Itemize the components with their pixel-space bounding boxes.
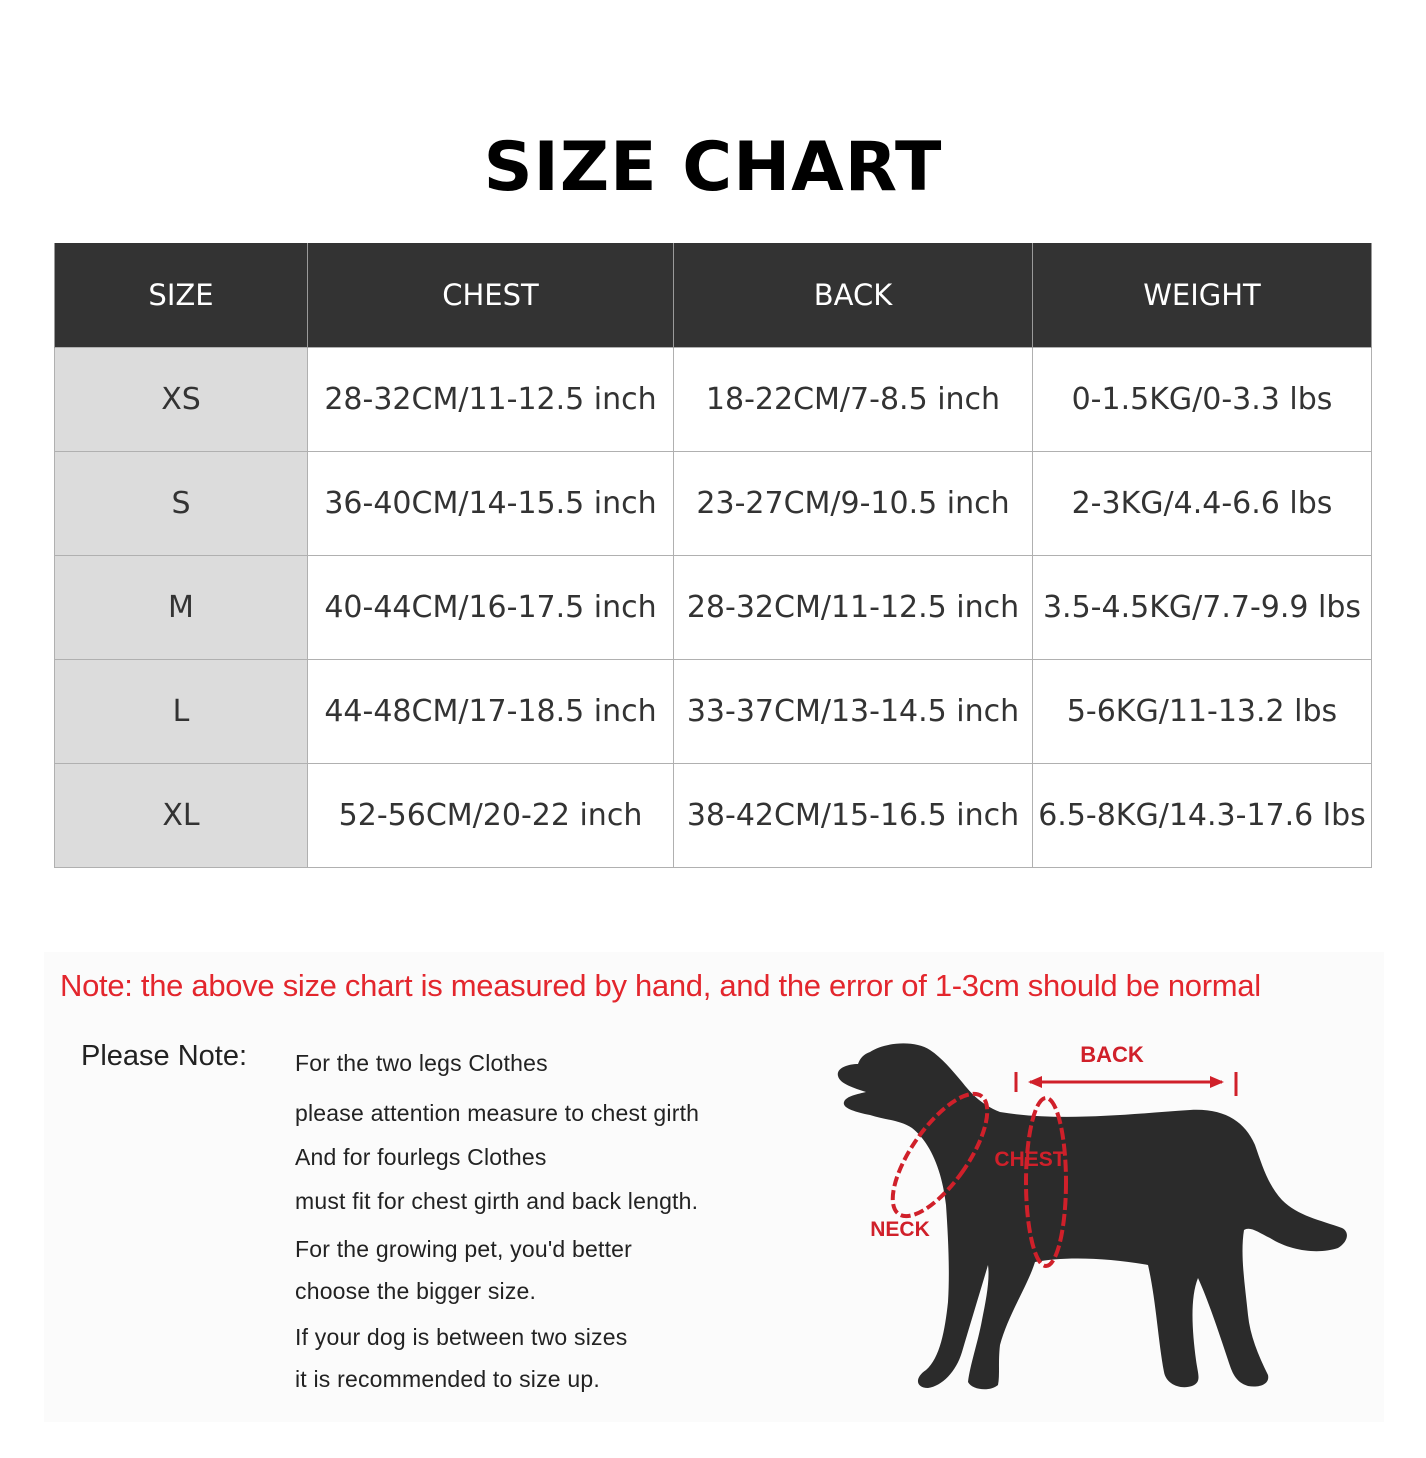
note-line: And for fourlegs Clothes: [295, 1144, 547, 1170]
weight-cell: 0-1.5KG/0-3.3 lbs: [1033, 348, 1372, 452]
size-cell: S: [55, 452, 308, 556]
weight-cell: 5-6KG/11-13.2 lbs: [1033, 660, 1372, 764]
dog-measurement-diagram: [830, 1030, 1360, 1400]
note-line: choose the bigger size.: [295, 1278, 537, 1304]
please-note-label: Please Note:: [81, 1040, 248, 1072]
table-row: [55, 452, 1372, 556]
dog-silhouette: [838, 1043, 1347, 1389]
table-row: [55, 764, 1372, 868]
header-chest: CHEST: [308, 243, 674, 348]
note-line: it is recommended to size up.: [295, 1366, 600, 1392]
size-cell: L: [55, 660, 308, 764]
table-header-row: [55, 243, 1372, 348]
back-cell: 38-42CM/15-16.5 inch: [674, 764, 1033, 868]
chest-cell: 40-44CM/16-17.5 inch: [308, 556, 674, 660]
note-line: please attention measure to chest girth: [295, 1100, 700, 1126]
size-chart-table: [54, 243, 1372, 868]
size-cell: XS: [55, 348, 308, 452]
page-title: SIZE CHART: [483, 128, 943, 207]
chest-cell: 44-48CM/17-18.5 inch: [308, 660, 674, 764]
chest-cell: 28-32CM/11-12.5 inch: [308, 348, 674, 452]
chest-label: CHEST: [994, 1148, 1066, 1171]
chest-cell: 36-40CM/14-15.5 inch: [308, 452, 674, 556]
weight-cell: 3.5-4.5KG/7.7-9.9 lbs: [1033, 556, 1372, 660]
note-line: For the two legs Clothes: [295, 1050, 548, 1076]
back-cell: 23-27CM/9-10.5 inch: [674, 452, 1033, 556]
header-back: BACK: [674, 243, 1033, 348]
table-row: [55, 556, 1372, 660]
size-cell: M: [55, 556, 308, 660]
back-cell: 28-32CM/11-12.5 inch: [674, 556, 1033, 660]
header-weight: WEIGHT: [1033, 243, 1372, 348]
chest-cell: 52-56CM/20-22 inch: [308, 764, 674, 868]
measurement-note: Note: the above size chart is measured by hand, and the error of 1-3cm should be normal: [60, 968, 1261, 1003]
weight-cell: 6.5-8KG/14.3-17.6 lbs: [1033, 764, 1372, 868]
weight-cell: 2-3KG/4.4-6.6 lbs: [1033, 452, 1372, 556]
header-size: SIZE: [55, 243, 308, 348]
size-cell: XL: [55, 764, 308, 868]
table-row: [55, 348, 1372, 452]
table-row: [55, 660, 1372, 764]
note-line: If your dog is between two sizes: [295, 1324, 628, 1350]
neck-label: NECK: [870, 1218, 930, 1241]
back-label: BACK: [1080, 1042, 1144, 1067]
back-cell: 33-37CM/13-14.5 inch: [674, 660, 1033, 764]
note-line: For the growing pet, you'd better: [295, 1236, 633, 1262]
back-cell: 18-22CM/7-8.5 inch: [674, 348, 1033, 452]
back-arrow-head-left: [1028, 1076, 1042, 1088]
back-arrow-head-right: [1210, 1076, 1224, 1088]
note-line: must fit for chest girth and back length.: [295, 1188, 699, 1214]
